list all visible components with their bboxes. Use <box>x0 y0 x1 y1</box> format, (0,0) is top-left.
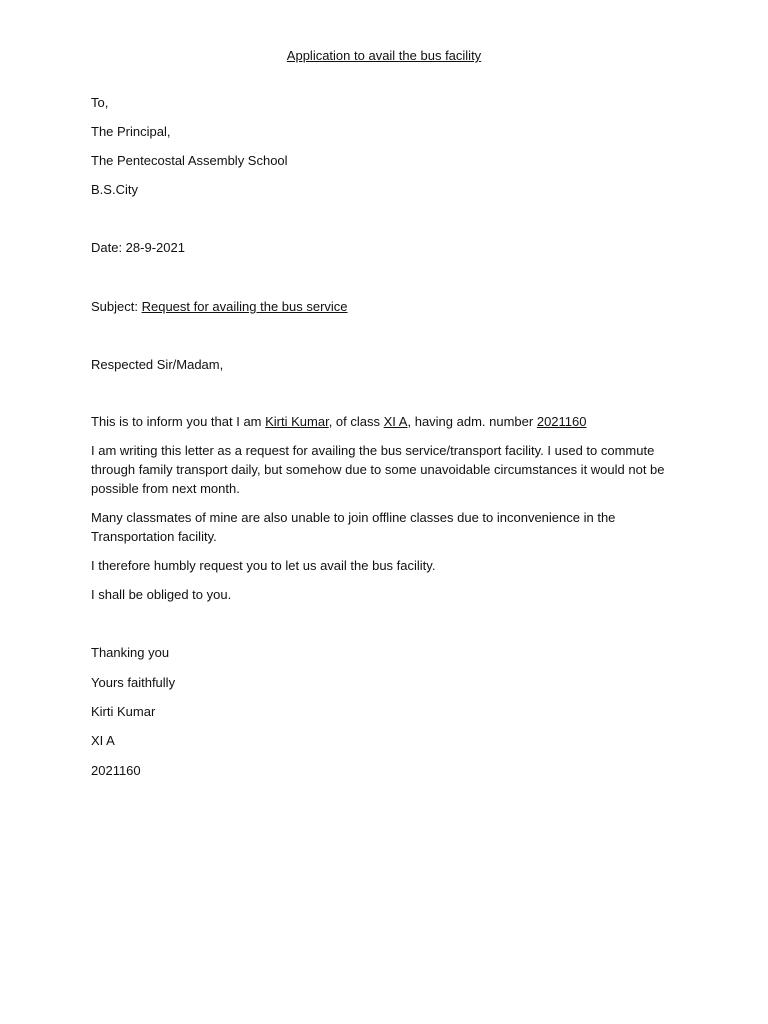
document-title: Application to avail the bus facility <box>286 48 482 63</box>
body-paragraph-4: I shall be obliged to you. <box>91 587 232 602</box>
body-paragraph-3: I therefore humbly request you to let us avail the bus facility. <box>91 558 436 573</box>
body-paragraph-2-line-1: Many classmates of mine are also unable to join offline classes due to inconvenience in the <box>91 510 616 525</box>
closing-adm: 2021160 <box>91 763 141 778</box>
admission-number: 2021160 <box>536 414 587 429</box>
body-paragraph-1-line-1: I am writing this letter as a request for availing the bus service/transport facility. I used to commute <box>91 443 655 458</box>
subject-line <box>91 297 681 316</box>
body-paragraph-1-line-3: possible from next month. <box>91 481 240 496</box>
letter-date: Date: 28-9-2021 <box>91 240 185 255</box>
address-city: B.S.City <box>91 182 138 197</box>
intro-part2: , of class <box>328 414 384 429</box>
student-name: Kirti Kumar <box>265 414 329 429</box>
address-school: The Pentecostal Assembly School <box>91 153 288 168</box>
subject-label: Subject: <box>91 299 142 314</box>
address-principal: The Principal, <box>91 124 171 139</box>
closing-name: Kirti Kumar <box>91 704 156 719</box>
student-class: XI A <box>383 414 408 429</box>
intro-part1: This is to inform you that I am <box>91 414 266 429</box>
body-paragraph-2-line-2: Transportation facility. <box>91 529 217 544</box>
subject-text: Request for availing the bus service <box>141 299 348 314</box>
intro-part3: , having adm. number <box>407 414 537 429</box>
closing-class: XI A <box>91 733 115 748</box>
body-paragraph-1-line-2: through family transport daily, but somehow due to some unavoidable circumstances it would not be <box>91 462 665 477</box>
address-to: To, <box>91 95 109 110</box>
intro-line <box>91 412 681 431</box>
closing-yours: Yours faithfully <box>91 675 176 690</box>
closing-thanks: Thanking you <box>91 645 170 660</box>
salutation: Respected Sir/Madam, <box>91 357 224 372</box>
